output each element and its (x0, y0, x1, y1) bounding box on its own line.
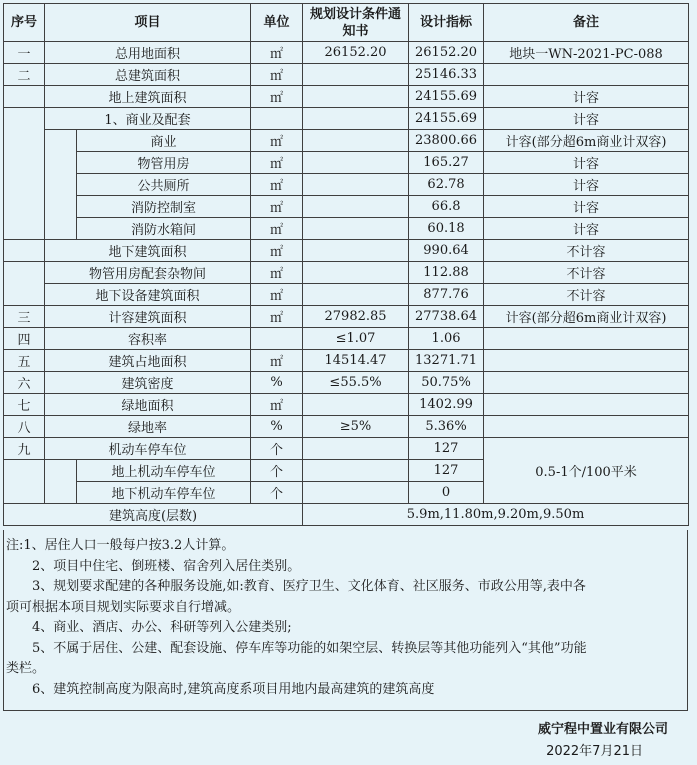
row-design: 112.88 (409, 262, 484, 284)
row-item: 地上机动车停车位 (77, 460, 251, 482)
note-line: 2、项目中住宅、倒班楼、宿舍列入居住类别。 (32, 558, 301, 574)
row-item: 建筑占地面积 (45, 350, 251, 372)
row-unit (251, 108, 303, 130)
note-line: 3、规划要求配建的各种服务设施,如:教育、医疗卫生、文化体育、社区服务、市政公用等,表中各 (32, 579, 586, 594)
row-seq (4, 86, 45, 108)
height-label: 建筑高度(层数) (4, 504, 303, 526)
table-row (4, 130, 689, 152)
table-row (4, 328, 689, 350)
row-item: 地下建筑面积 (45, 240, 251, 262)
row-remark: 计容 (484, 152, 689, 174)
row-design: 877.76 (409, 284, 484, 306)
row-item: 计容建筑面积 (45, 306, 251, 328)
note-line: 项可根据本项目规划实际要求自行增减。 (6, 599, 241, 615)
row-remark: 计容(部分超6m商业计双容) (484, 306, 689, 328)
row-design: 23800.66 (409, 130, 484, 152)
row-unit: ㎡ (251, 174, 303, 196)
row-plan (303, 482, 409, 504)
row-unit: % (251, 416, 303, 438)
row-plan (303, 240, 409, 262)
note-line: 4、商业、酒店、办公、科研等列入公建类别; (32, 620, 292, 635)
table-row (4, 350, 689, 372)
row-unit: ㎡ (251, 284, 303, 306)
header-plan: 规划设计条件通知书 (303, 4, 409, 42)
row-unit: 个 (251, 438, 303, 460)
header-item: 项目 (45, 4, 251, 42)
table-row (4, 152, 689, 174)
row-unit: ㎡ (251, 64, 303, 86)
row-item: 商业 (77, 130, 251, 152)
row-remark (484, 394, 689, 416)
row-plan: ≥5% (303, 416, 409, 438)
row-remark: 地块一WN-2021-PC-088 (484, 42, 689, 64)
row-design: 26152.20 (409, 42, 484, 64)
row-remark: 不计容 (484, 262, 689, 284)
row-unit: 个 (251, 482, 303, 504)
row-plan (303, 174, 409, 196)
note-line: 6、建筑控制高度为限高时,建筑高度系项目用地内最高建筑的建筑高度 (32, 681, 435, 697)
row-plan: 26152.20 (303, 42, 409, 64)
table-row (4, 284, 689, 306)
row-unit: ㎡ (251, 306, 303, 328)
row-remark: 计容 (484, 108, 689, 130)
row-item: 消防水箱间 (77, 218, 251, 240)
header-design: 设计指标 (409, 4, 484, 42)
row-item: 绿地率 (45, 416, 251, 438)
table-row (4, 64, 689, 86)
table-row (4, 108, 689, 130)
row-remark: 计容 (484, 218, 689, 240)
row-unit: ㎡ (251, 152, 303, 174)
row-remark: 计容(部分超6m商业计双容) (484, 130, 689, 152)
row-item: 1、商业及配套 (45, 108, 251, 130)
row-unit: ㎡ (251, 218, 303, 240)
row-plan (303, 394, 409, 416)
row-seq: 一 (4, 42, 45, 64)
row-item: 物管用房 (77, 152, 251, 174)
row-design: 24155.69 (409, 108, 484, 130)
row-seq: 四 (4, 328, 45, 350)
notes-block (3, 530, 688, 711)
document-date: 2022年7月21日 (546, 744, 643, 759)
row-remark (484, 328, 689, 350)
row-seq: 七 (4, 394, 45, 416)
row-remark: 计容 (484, 196, 689, 218)
row-design: 25146.33 (409, 64, 484, 86)
header-remark: 备注 (484, 4, 689, 42)
row-remark (484, 350, 689, 372)
row-plan (303, 108, 409, 130)
row-item: 公共厕所 (77, 174, 251, 196)
row-seq (4, 240, 45, 262)
header-unit: 单位 (251, 4, 303, 42)
row-plan (303, 460, 409, 482)
row-item: 总用地面积 (45, 42, 251, 64)
row-unit: 个 (251, 460, 303, 482)
row-item: 消防控制室 (77, 196, 251, 218)
row-plan: ≤55.5% (303, 372, 409, 394)
header-row (4, 4, 689, 42)
row-seq: 五 (4, 350, 45, 372)
row-unit: ㎡ (251, 42, 303, 64)
row-seq: 二 (4, 64, 45, 86)
row-design: 27738.64 (409, 306, 484, 328)
row-item: 绿地面积 (45, 394, 251, 416)
row-remark: 不计容 (484, 284, 689, 306)
row-design: 66.8 (409, 196, 484, 218)
row-remark (484, 372, 689, 394)
table-row (4, 218, 689, 240)
row-item: 机动车停车位 (45, 438, 251, 460)
row-plan: 14514.47 (303, 350, 409, 372)
row-seq-span (4, 262, 45, 306)
table-row (4, 174, 689, 196)
row-seq: 八 (4, 416, 45, 438)
row-unit (251, 328, 303, 350)
table-row (4, 306, 689, 328)
row-plan (303, 64, 409, 86)
row-design: 990.64 (409, 240, 484, 262)
table-row (4, 394, 689, 416)
row-plan (303, 218, 409, 240)
row-plan (303, 262, 409, 284)
indicator-table (3, 3, 689, 526)
row-item: 地下设备建筑面积 (45, 284, 251, 306)
row-remark (484, 64, 689, 86)
row-seq-span (4, 108, 45, 240)
row-item: 总建筑面积 (45, 64, 251, 86)
row-design: 0 (409, 482, 484, 504)
row-design: 13271.71 (409, 350, 484, 372)
row-unit: ㎡ (251, 350, 303, 372)
row-remark: 计容 (484, 174, 689, 196)
header-seq: 序号 (4, 4, 45, 42)
note-line: 类栏。 (6, 661, 46, 676)
table-row (4, 372, 689, 394)
row-remark: 0.5-1个/100平米 (484, 438, 689, 504)
row-unit: ㎡ (251, 196, 303, 218)
row-plan (303, 86, 409, 108)
row-plan: 27982.85 (303, 306, 409, 328)
row-remark: 计容 (484, 86, 689, 108)
row-remark (484, 416, 689, 438)
row-design: 127 (409, 460, 484, 482)
row-design: 165.27 (409, 152, 484, 174)
note-line: 5、不属于居住、公建、配套设施、停车库等功能的如架空层、转换层等其他功能列入“其他”功能 (32, 640, 587, 656)
row-unit: ㎡ (251, 86, 303, 108)
table-row (4, 416, 689, 438)
row-unit: ㎡ (251, 394, 303, 416)
row-item: 容积率 (45, 328, 251, 350)
row-design: 5.36% (409, 416, 484, 438)
row-seq: 九 (4, 438, 45, 460)
row-item: 地下机动车停车位 (77, 482, 251, 504)
row-seq: 六 (4, 372, 45, 394)
row-item: 物管用房配套杂物间 (45, 262, 251, 284)
row-design: 50.75% (409, 372, 484, 394)
table-row (4, 262, 689, 284)
note-line: 注:1、居住人口一般每户按3.2人计算。 (6, 538, 235, 553)
row-plan (303, 438, 409, 460)
table-row (4, 196, 689, 218)
row-design: 1.06 (409, 328, 484, 350)
table-row (4, 42, 689, 64)
row-design: 1402.99 (409, 394, 484, 416)
height-value: 5.9m,11.80m,9.20m,9.50m (303, 504, 689, 526)
indent-cell (45, 460, 77, 504)
row-plan (303, 130, 409, 152)
row-item: 地上建筑面积 (45, 86, 251, 108)
table-row (4, 438, 689, 460)
row-seq-span (4, 460, 45, 504)
row-design: 127 (409, 438, 484, 460)
row-plan (303, 196, 409, 218)
row-unit: % (251, 372, 303, 394)
row-plan (303, 152, 409, 174)
row-design: 62.78 (409, 174, 484, 196)
row-remark: 不计容 (484, 240, 689, 262)
row-unit: ㎡ (251, 240, 303, 262)
row-design: 24155.69 (409, 86, 484, 108)
table-row (4, 86, 689, 108)
row-unit: ㎡ (251, 130, 303, 152)
row-unit: ㎡ (251, 262, 303, 284)
row-seq: 三 (4, 306, 45, 328)
indent-cell (45, 130, 77, 240)
row-plan (303, 284, 409, 306)
row-plan: ≤1.07 (303, 328, 409, 350)
row-design: 60.18 (409, 218, 484, 240)
table-row (4, 240, 689, 262)
row-item: 建筑密度 (45, 372, 251, 394)
company-name: 威宁程中置业有限公司 (537, 722, 668, 737)
table-row (4, 504, 689, 526)
